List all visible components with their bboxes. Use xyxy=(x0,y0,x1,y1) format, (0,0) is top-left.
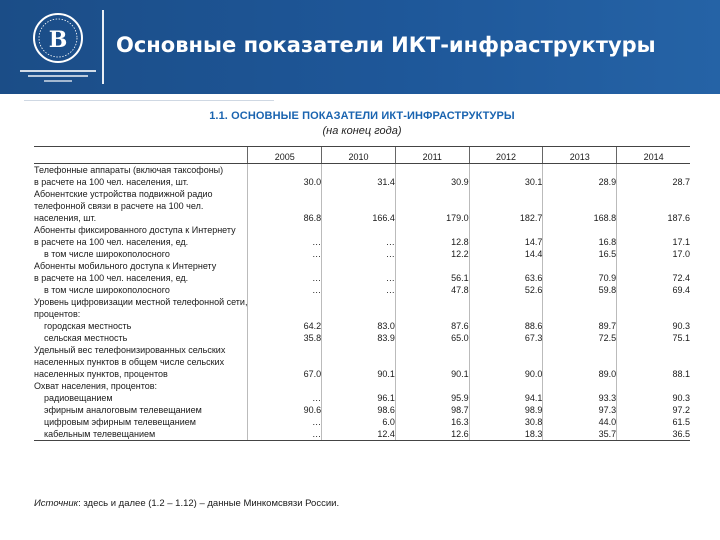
row-label: процентов: xyxy=(34,309,81,319)
cell-value xyxy=(617,356,690,368)
cell-value: 31.4 xyxy=(322,176,396,188)
header-divider xyxy=(102,10,104,84)
cell-value xyxy=(543,200,617,212)
row-label: радиовещанием xyxy=(44,393,113,403)
cell-value: … xyxy=(248,284,322,296)
cell-value xyxy=(395,308,469,320)
cell-value xyxy=(617,200,690,212)
cell-value: 179.0 xyxy=(395,212,469,224)
cell-value xyxy=(617,188,690,200)
cell-value: 98.6 xyxy=(322,404,396,416)
row-label: Абонентские устройства подвижной радио xyxy=(34,189,213,199)
cell-value xyxy=(395,344,469,356)
cell-value: 30.1 xyxy=(469,176,543,188)
cell-value: 17.1 xyxy=(617,236,690,248)
cell-value: 16.8 xyxy=(543,236,617,248)
cell-value xyxy=(617,308,690,320)
cell-value xyxy=(322,200,396,212)
row-label: Телефонные аппараты (включая таксофоны) xyxy=(34,165,224,175)
cell-value xyxy=(322,224,396,236)
year-header-row xyxy=(34,147,690,164)
footnote-text: : здесь и далее (1.2 – 1.12) – данные Минкомсвязи России. xyxy=(78,498,340,509)
cell-value xyxy=(395,164,469,177)
table-heading: 1.1. ОСНОВНЫЕ ПОКАЗАТЕЛИ ИКТ-ИНФРАСТРУКТУРЫ xyxy=(209,110,515,122)
row-label: в том числе широкополосного xyxy=(44,249,170,259)
cell-value xyxy=(543,308,617,320)
table-row xyxy=(34,236,690,248)
cell-value: 64.2 xyxy=(248,320,322,332)
cell-value xyxy=(322,308,396,320)
year-header: 2010 xyxy=(322,147,396,164)
cell-value xyxy=(469,380,543,392)
cell-value: 89.7 xyxy=(543,320,617,332)
table-row xyxy=(34,212,690,224)
cell-value: 12.2 xyxy=(395,248,469,260)
footnote-prefix: Источник xyxy=(34,498,79,509)
cell-value: 28.9 xyxy=(543,176,617,188)
table-row xyxy=(34,404,690,416)
cell-value: 168.8 xyxy=(543,212,617,224)
table-row xyxy=(34,344,690,356)
cell-value xyxy=(395,296,469,308)
cell-value: 182.7 xyxy=(469,212,543,224)
cell-value xyxy=(395,224,469,236)
cell-value: … xyxy=(248,248,322,260)
cell-value xyxy=(322,296,396,308)
cell-value: 47.8 xyxy=(395,284,469,296)
cell-value xyxy=(248,260,322,272)
cell-value xyxy=(617,164,690,177)
cell-value xyxy=(543,344,617,356)
row-label: населенных пунктов в общем числе сельских xyxy=(34,357,225,367)
row-label: в том числе широкополосного xyxy=(44,285,170,295)
cell-value xyxy=(469,296,543,308)
cell-value xyxy=(395,356,469,368)
table-row xyxy=(34,200,690,212)
cell-value: 52.6 xyxy=(469,284,543,296)
cell-value: 12.6 xyxy=(395,428,469,441)
cell-value xyxy=(469,224,543,236)
cell-value: 61.5 xyxy=(617,416,690,428)
cell-value xyxy=(248,224,322,236)
cell-value xyxy=(248,188,322,200)
cell-value: 67.0 xyxy=(248,368,322,380)
separator-line xyxy=(24,100,274,101)
cell-value xyxy=(395,188,469,200)
cell-value: 88.6 xyxy=(469,320,543,332)
cell-value xyxy=(543,224,617,236)
table-row xyxy=(34,260,690,272)
table-row xyxy=(34,320,690,332)
cell-value: 90.3 xyxy=(617,320,690,332)
cell-value xyxy=(469,356,543,368)
cell-value xyxy=(248,200,322,212)
table-row xyxy=(34,428,690,441)
cell-value: 97.2 xyxy=(617,404,690,416)
cell-value: 36.5 xyxy=(617,428,690,441)
cell-value xyxy=(617,344,690,356)
cell-value xyxy=(322,164,396,177)
row-label: сельская местность xyxy=(44,333,128,343)
cell-value: 83.9 xyxy=(322,332,396,344)
cell-value: 89.0 xyxy=(543,368,617,380)
table-row xyxy=(34,296,690,308)
svg-text:В: В xyxy=(48,27,68,53)
row-label: кабельным телевещанием xyxy=(34,428,248,441)
row-label: в расчете на 100 чел. населения, ед. xyxy=(34,273,189,283)
cell-value: … xyxy=(248,272,322,284)
cell-value xyxy=(543,356,617,368)
cell-value xyxy=(469,344,543,356)
cell-value: 75.1 xyxy=(617,332,690,344)
year-header: 2005 xyxy=(248,147,322,164)
year-header: 2012 xyxy=(469,147,543,164)
cell-value: 28.7 xyxy=(617,176,690,188)
cell-value xyxy=(543,380,617,392)
cell-value: 94.1 xyxy=(469,392,543,404)
cell-value: 16.3 xyxy=(395,416,469,428)
row-label: Уровень цифровизации местной телефонной сети, xyxy=(34,297,248,307)
cell-value: 59.8 xyxy=(543,284,617,296)
cell-value: 70.9 xyxy=(543,272,617,284)
table-row xyxy=(34,380,690,392)
cell-value: 67.3 xyxy=(469,332,543,344)
table-row xyxy=(34,392,690,404)
cell-value: 86.8 xyxy=(248,212,322,224)
cell-value: 65.0 xyxy=(395,332,469,344)
cell-value: 166.4 xyxy=(322,212,396,224)
cell-value xyxy=(617,380,690,392)
cell-value xyxy=(248,296,322,308)
page-title: Основные показатели ИКТ-инфраструктуры xyxy=(116,33,656,57)
cell-value: 72.4 xyxy=(617,272,690,284)
cell-value: … xyxy=(322,284,396,296)
cell-value xyxy=(617,224,690,236)
row-label: Абоненты мобильного доступа к Интернету xyxy=(34,261,217,271)
cell-value: 35.7 xyxy=(543,428,617,441)
row-label: эфирным аналоговым телевещанием xyxy=(44,405,202,415)
table-row xyxy=(34,368,690,380)
cell-value: 96.1 xyxy=(322,392,396,404)
cell-value xyxy=(469,188,543,200)
cell-value: 83.0 xyxy=(322,320,396,332)
cell-value: 35.8 xyxy=(248,332,322,344)
cell-value: 30.9 xyxy=(395,176,469,188)
cell-value xyxy=(322,188,396,200)
cell-value: … xyxy=(248,236,322,248)
cell-value: 90.6 xyxy=(248,404,322,416)
cell-value: 14.7 xyxy=(469,236,543,248)
cell-value: 44.0 xyxy=(543,416,617,428)
cell-value xyxy=(248,344,322,356)
row-label: телефонной связи в расчете на 100 чел. xyxy=(34,201,204,211)
table-row xyxy=(34,188,690,200)
cell-value: 56.1 xyxy=(395,272,469,284)
cell-value xyxy=(543,260,617,272)
cell-value: … xyxy=(322,236,396,248)
table-row xyxy=(34,284,690,296)
cell-value xyxy=(248,380,322,392)
cell-value: … xyxy=(248,392,322,404)
cell-value xyxy=(248,356,322,368)
row-label: Удельный вес телефонизированных сельских xyxy=(34,345,226,355)
cell-value: 12.8 xyxy=(395,236,469,248)
cell-value: 88.1 xyxy=(617,368,690,380)
cell-value: 98.7 xyxy=(395,404,469,416)
cell-value xyxy=(617,296,690,308)
university-logo-icon xyxy=(14,8,102,88)
table-body xyxy=(34,164,690,441)
row-label: населенных пунктов, процентов xyxy=(34,369,168,379)
table-row xyxy=(34,248,690,260)
cell-value xyxy=(469,260,543,272)
cell-value: 98.9 xyxy=(469,404,543,416)
cell-value: 72.5 xyxy=(543,332,617,344)
cell-value xyxy=(469,308,543,320)
header-band xyxy=(0,0,720,94)
source-footnote xyxy=(34,498,339,509)
row-label: в расчете на 100 чел. населения, шт. xyxy=(34,177,189,187)
cell-value xyxy=(617,260,690,272)
cell-value: 12.4 xyxy=(322,428,396,441)
row-label: цифровым эфирным телевещанием xyxy=(44,417,196,427)
cell-value: 30.8 xyxy=(469,416,543,428)
cell-value xyxy=(543,296,617,308)
table-subheading: (на конец года) xyxy=(322,125,402,137)
cell-value xyxy=(322,380,396,392)
label-column-header xyxy=(34,147,248,164)
cell-value xyxy=(322,356,396,368)
cell-value: 17.0 xyxy=(617,248,690,260)
table-row xyxy=(34,272,690,284)
cell-value: 187.6 xyxy=(617,212,690,224)
year-header: 2011 xyxy=(395,147,469,164)
cell-value: 90.1 xyxy=(322,368,396,380)
cell-value: 14.4 xyxy=(469,248,543,260)
cell-value: 90.0 xyxy=(469,368,543,380)
year-header: 2013 xyxy=(543,147,617,164)
cell-value: … xyxy=(322,272,396,284)
cell-value: 69.4 xyxy=(617,284,690,296)
cell-value: 18.3 xyxy=(469,428,543,441)
indicators-table xyxy=(34,146,690,441)
cell-value xyxy=(395,260,469,272)
table-row xyxy=(34,224,690,236)
cell-value xyxy=(395,380,469,392)
cell-value xyxy=(543,164,617,177)
cell-value: 63.6 xyxy=(469,272,543,284)
row-label: населения, шт. xyxy=(34,213,97,223)
cell-value: 97.3 xyxy=(543,404,617,416)
row-label: Охват населения, процентов: xyxy=(34,381,158,391)
cell-value xyxy=(248,164,322,177)
cell-value xyxy=(248,308,322,320)
year-header: 2014 xyxy=(617,147,690,164)
cell-value: 30.0 xyxy=(248,176,322,188)
table-row xyxy=(34,356,690,368)
cell-value: 16.5 xyxy=(543,248,617,260)
cell-value xyxy=(395,200,469,212)
cell-value xyxy=(469,164,543,177)
table-row xyxy=(34,332,690,344)
cell-value xyxy=(469,200,543,212)
cell-value: … xyxy=(322,248,396,260)
cell-value: 90.1 xyxy=(395,368,469,380)
cell-value xyxy=(322,344,396,356)
cell-value: … xyxy=(248,428,322,441)
cell-value xyxy=(322,260,396,272)
row-label: городская местность xyxy=(44,321,132,331)
cell-value: … xyxy=(248,416,322,428)
cell-value: 93.3 xyxy=(543,392,617,404)
cell-value: 90.3 xyxy=(617,392,690,404)
row-label: в расчете на 100 чел. населения, ед. xyxy=(34,237,189,247)
table-row xyxy=(34,164,690,177)
document-image xyxy=(24,104,700,534)
table-row xyxy=(34,176,690,188)
cell-value: 6.0 xyxy=(322,416,396,428)
row-label: Абоненты фиксированного доступа к Интернету xyxy=(34,225,236,235)
cell-value xyxy=(543,188,617,200)
cell-value: 95.9 xyxy=(395,392,469,404)
cell-value: 87.6 xyxy=(395,320,469,332)
table-row xyxy=(34,416,690,428)
table-row xyxy=(34,308,690,320)
